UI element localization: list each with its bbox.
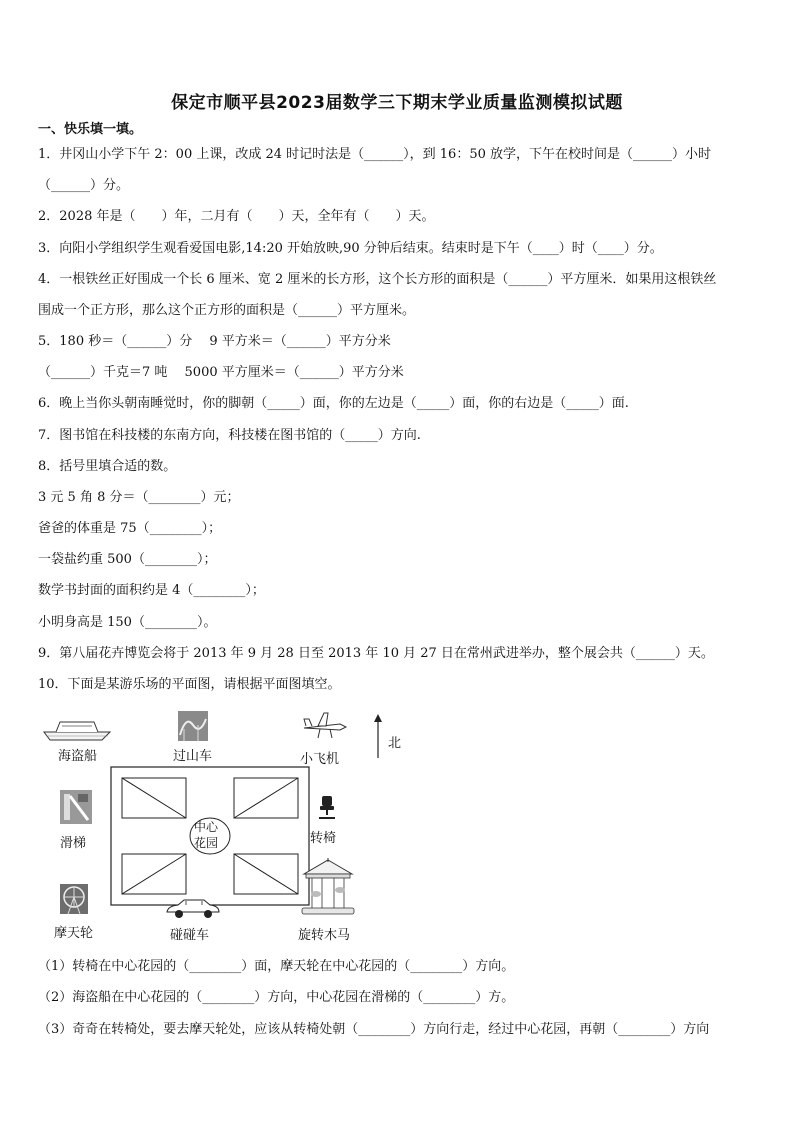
- question-8-item: 一袋盐约重 500（________）；: [38, 552, 217, 567]
- slide-label: 滑梯: [60, 836, 87, 851]
- question-2: 2．2028 年是（ ）年，二月有（ ）天，全年有（ ）天。: [38, 209, 435, 224]
- roller-coaster-label: 过山车: [173, 749, 213, 764]
- bumper-car-label: 碰碰车: [170, 928, 210, 943]
- question-8-item: 爸爸的体重是 75（________）；: [38, 521, 222, 536]
- question-8-item: 数学书封面的面积约是 4（________）；: [38, 583, 265, 598]
- question-10-sub-1: （1）转椅在中心花园的（________）面，摩天轮在中心花园的（________）方向。: [38, 959, 515, 974]
- north-arrow-icon: [372, 712, 384, 760]
- swivel-chair-label: 转椅: [310, 831, 337, 846]
- question-8-item: 小明身高是 150（________）。: [38, 615, 217, 630]
- small-plane-icon: [300, 710, 348, 744]
- ferris-wheel-label: 摩天轮: [54, 926, 94, 941]
- pirate-ship-icon: [42, 716, 112, 742]
- question-10-sub-2: （2）海盗船在中心花园的（________）方向，中心花园在滑梯的（________）方。: [38, 990, 515, 1005]
- center-garden-label: 中心: [194, 820, 219, 834]
- ferris-wheel-icon: [60, 884, 88, 914]
- question-3: 3．向阳小学组织学生观看爱国电影,14:20 开始放映,90 分钟后结束。结束时是下午（____）时（____）分。: [38, 241, 663, 256]
- roller-coaster-icon: [178, 711, 208, 741]
- question-5-line-1: 5．180 秒＝（______）分 9 平方米＝（______）平方分米: [38, 334, 391, 349]
- question-1-line-1: 1．井冈山小学下午 2：00 上课，改成 24 时记时法是（______），到 16：50 放学，下午在校时间是（______）小时: [38, 147, 712, 162]
- carousel-icon: [300, 858, 356, 918]
- page-title: 保定市顺平县2023届数学三下期末学业质量监测模拟试题: [171, 93, 623, 113]
- question-8-item: 3 元 5 角 8 分＝（________）元；: [38, 490, 240, 505]
- amusement-park-map: [38, 708, 438, 948]
- question-10-sub-3: （3）奇奇在转椅处，要去摩天轮处，应该从转椅处朝（________）方向行走，经过中心花园，再朝（________）方向: [38, 1022, 710, 1037]
- swivel-chair-icon: [316, 794, 338, 820]
- small-plane-label: 小飞机: [300, 752, 340, 767]
- center-garden-label: 花园: [194, 836, 219, 850]
- slide-icon: [60, 790, 92, 824]
- question-6: 6．晚上当你头朝南睡觉时，你的脚朝（_____）面，你的左边是（_____）面，你的右边是（_____）面.: [38, 396, 629, 411]
- question-9: 9．第八届花卉博览会将于 2013 年 9 月 28 日至 2013 年 10 月 27 日在常州武进举办，整个展会共（______）天。: [38, 646, 714, 661]
- section-heading: 一、快乐填一填。: [38, 122, 143, 137]
- bumper-car-icon: [164, 898, 222, 920]
- pirate-ship-label: 海盗船: [58, 749, 98, 764]
- question-4-line-1: 4．一根铁丝正好围成一个长 6 厘米、宽 2 厘米的长方形，这个长方形的面积是（______）平方厘米．如果用这根铁丝: [38, 272, 717, 287]
- question-5-line-2: （______）千克＝7 吨 5000 平方厘米＝（______）平方分米: [38, 365, 404, 380]
- question-7: 7．图书馆在科技楼的东南方向，科技楼在图书馆的（_____）方向.: [38, 428, 421, 443]
- question-8-stem: 8．括号里填合适的数。: [38, 459, 177, 474]
- question-1-line-2: （______）分。: [38, 178, 130, 193]
- carousel-label: 旋转木马: [298, 928, 351, 943]
- question-10-stem: 10．下面是某游乐场的平面图，请根据平面图填空。: [38, 677, 341, 692]
- question-4-line-2: 围成一个正方形，那么这个正方形的面积是（______）平方厘米。: [38, 303, 416, 318]
- north-label: 北: [388, 736, 402, 751]
